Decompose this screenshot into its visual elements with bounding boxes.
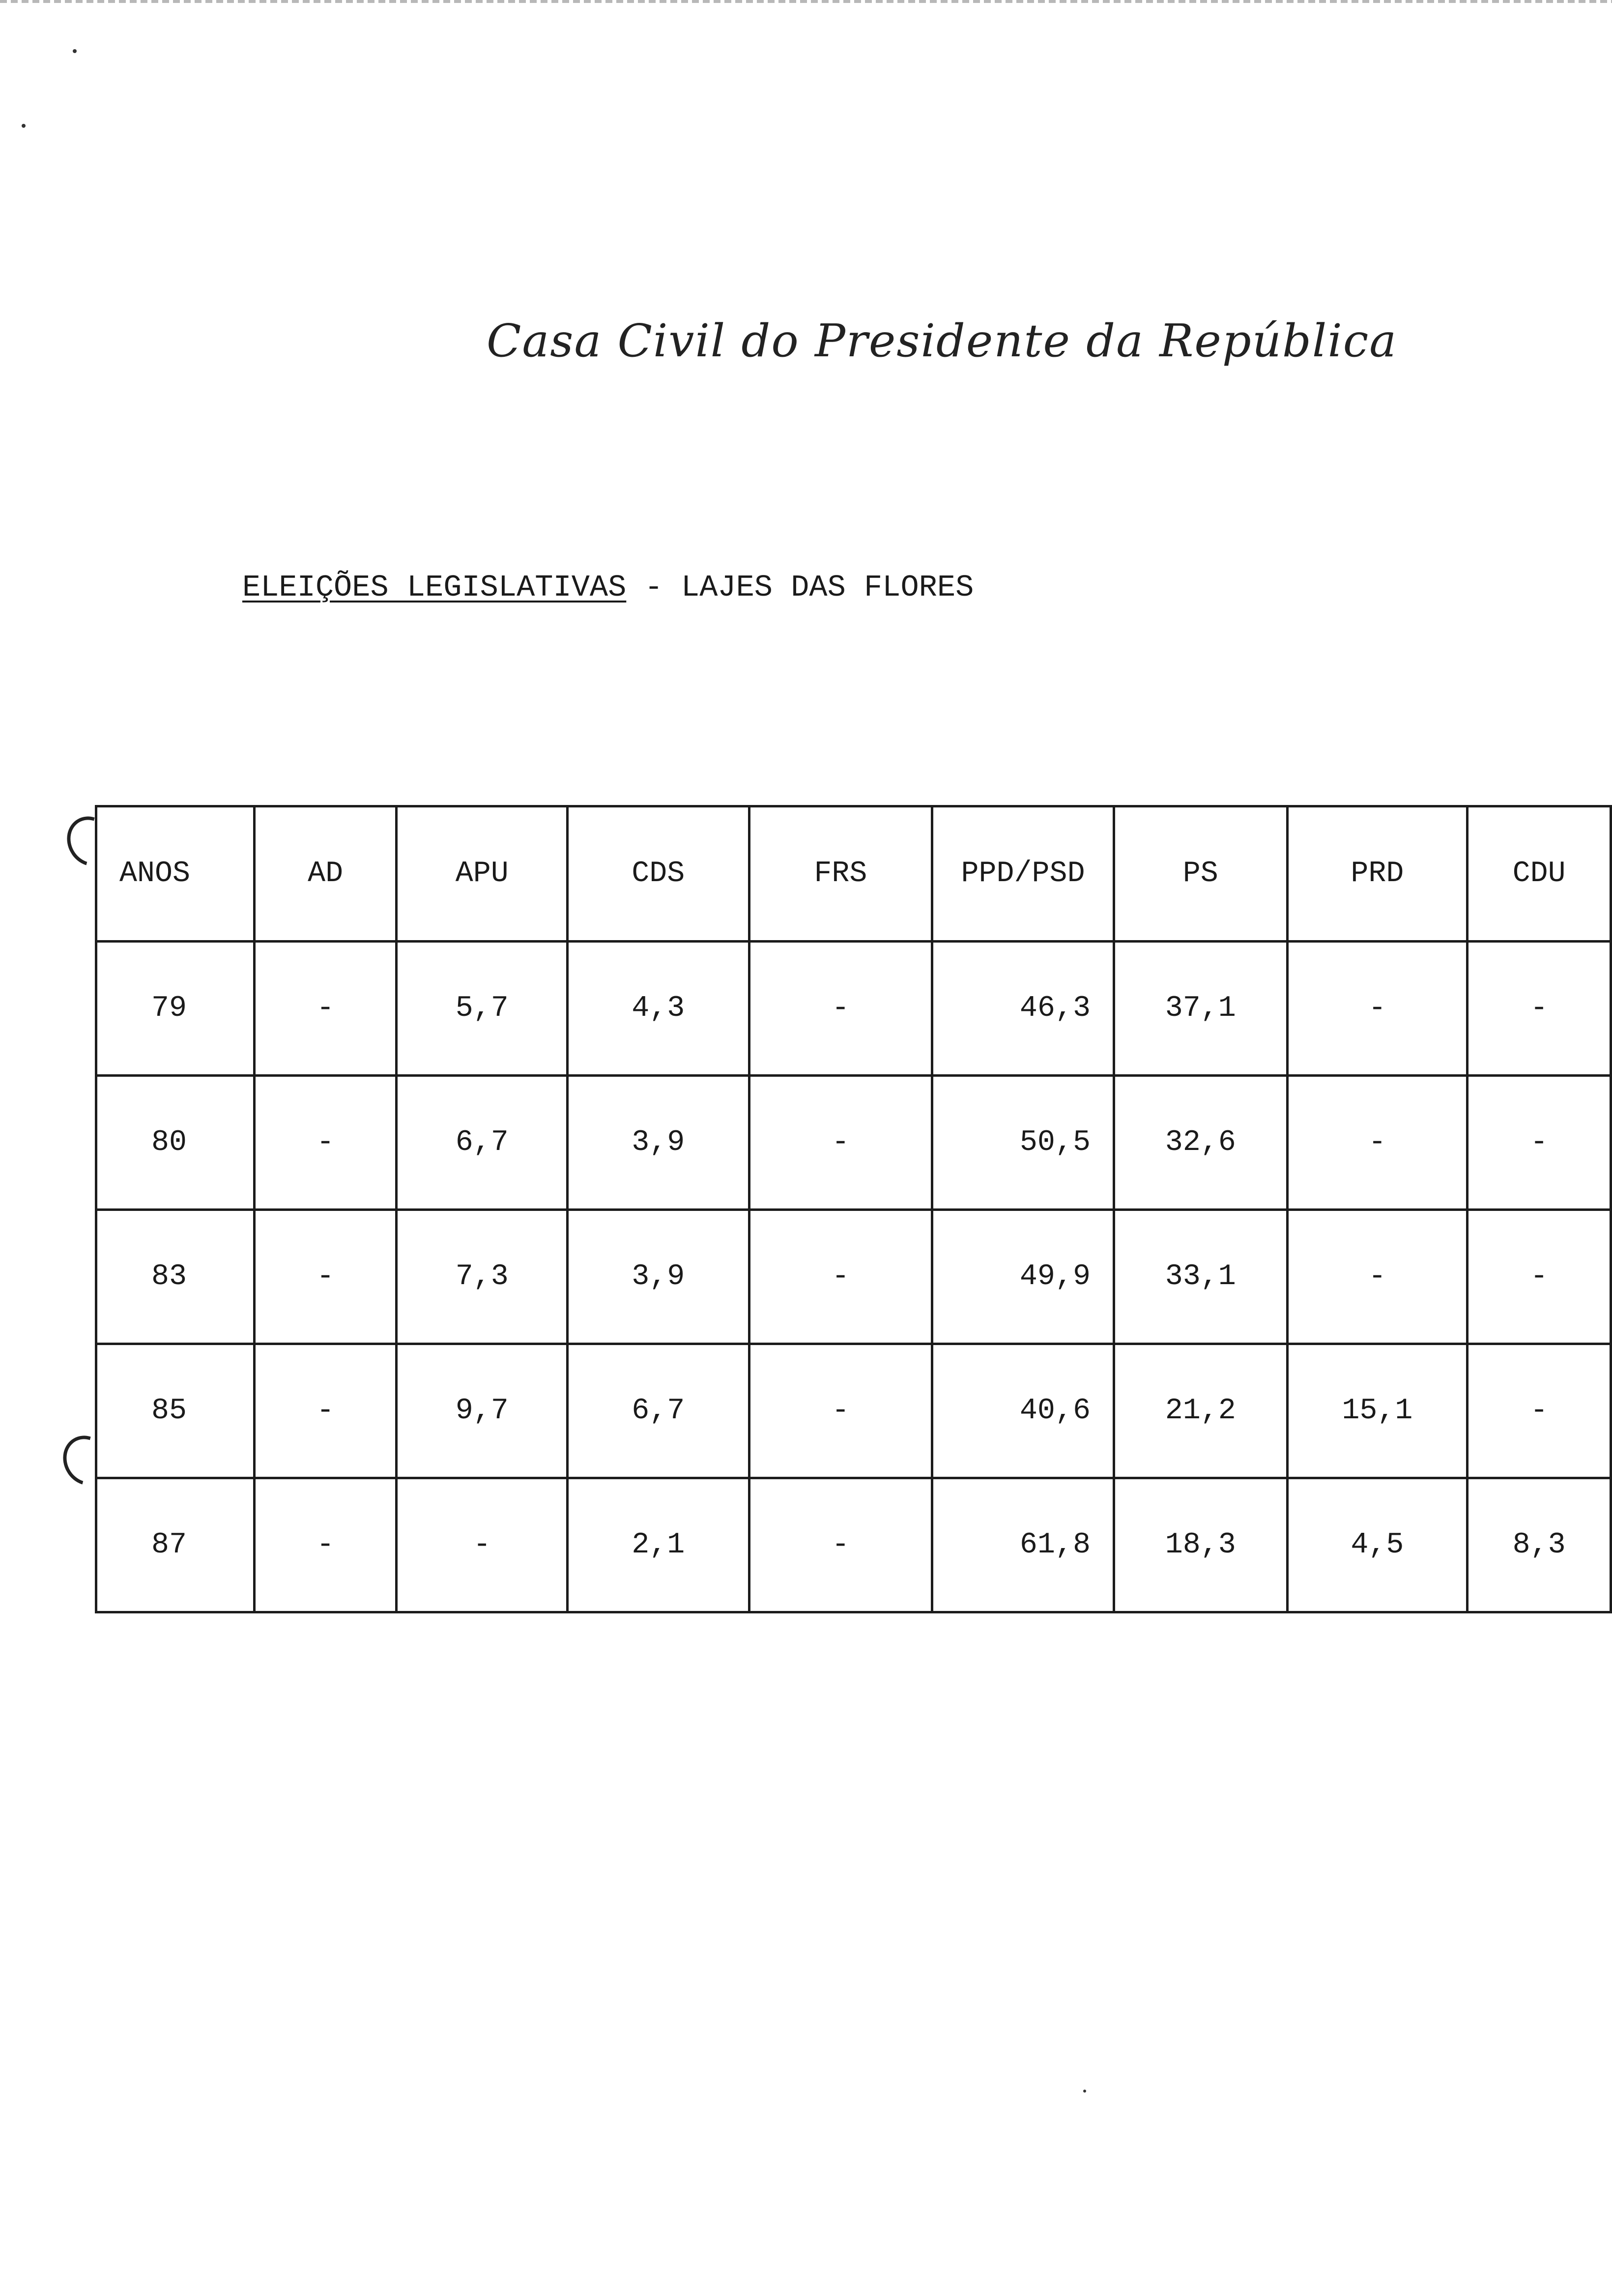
table-cell: 40,6: [932, 1344, 1114, 1478]
table-cell: -: [749, 1076, 932, 1210]
table-cell: -: [1468, 1344, 1611, 1478]
column-header: CDS: [568, 806, 749, 942]
table-cell: -: [1468, 1210, 1611, 1344]
table-cell: -: [1287, 1210, 1468, 1344]
table-cell: 32,6: [1114, 1076, 1287, 1210]
table-cell: 6,7: [568, 1344, 749, 1478]
table-cell: 33,1: [1114, 1210, 1287, 1344]
table-cell: 37,1: [1114, 942, 1287, 1076]
table-cell: 5,7: [397, 942, 568, 1076]
heading-location: LAJES DAS FLORES: [681, 570, 974, 605]
column-header: PPD/PSD: [932, 806, 1114, 942]
table-cell: -: [749, 1210, 932, 1344]
table-cell: 6,7: [397, 1076, 568, 1210]
table-cell: -: [254, 1344, 397, 1478]
table-cell: 61,8: [932, 1478, 1114, 1612]
table-cell: -: [254, 1210, 397, 1344]
table-cell: -: [254, 1076, 397, 1210]
table-cell: 50,5: [932, 1076, 1114, 1210]
table-cell: -: [1287, 942, 1468, 1076]
table-cell: 2,1: [568, 1478, 749, 1612]
table-row: [96, 1478, 1611, 1612]
table-cell: 85: [96, 1344, 255, 1478]
table-cell: -: [254, 1478, 397, 1612]
table-header-row: [96, 806, 1611, 942]
document-heading: [242, 570, 974, 605]
table-cell: -: [397, 1478, 568, 1612]
heading-separator: -: [644, 570, 663, 605]
table-cell: -: [749, 1344, 932, 1478]
page-top-edge: [0, 0, 1612, 3]
column-header: FRS: [749, 806, 932, 942]
table-cell: -: [254, 942, 397, 1076]
table-row: [96, 1210, 1611, 1344]
speck: [1083, 2090, 1086, 2093]
election-results-table: [95, 805, 1612, 1613]
table-cell: -: [749, 1478, 932, 1612]
table-cell: 83: [96, 1210, 255, 1344]
heading-title: ELEIÇÕES LEGISLATIVAS: [242, 570, 627, 605]
table-cell: -: [1468, 1076, 1611, 1210]
table-row: [96, 1344, 1611, 1478]
table-cell: 21,2: [1114, 1344, 1287, 1478]
table-cell: 4,5: [1287, 1478, 1468, 1612]
table-cell: 87: [96, 1478, 255, 1612]
table-cell: 9,7: [397, 1344, 568, 1478]
table-cell: 8,3: [1468, 1478, 1611, 1612]
letterhead: Casa Civil do Presidente da República: [487, 315, 1398, 367]
table-cell: -: [1287, 1076, 1468, 1210]
column-header: CDU: [1468, 806, 1611, 942]
table-cell: -: [749, 942, 932, 1076]
column-header: AD: [254, 806, 397, 942]
table-cell: 15,1: [1287, 1344, 1468, 1478]
table-cell: 80: [96, 1076, 255, 1210]
table-row: [96, 942, 1611, 1076]
table-cell: 3,9: [568, 1076, 749, 1210]
table-cell: 49,9: [932, 1210, 1114, 1344]
speck: [22, 124, 26, 128]
table-cell: 7,3: [397, 1210, 568, 1344]
column-header: PS: [1114, 806, 1287, 942]
table-cell: 46,3: [932, 942, 1114, 1076]
table-cell: 79: [96, 942, 255, 1076]
column-header: ANOS: [96, 806, 255, 942]
table-cell: 3,9: [568, 1210, 749, 1344]
column-header: APU: [397, 806, 568, 942]
table-cell: -: [1468, 942, 1611, 1076]
speck: [73, 49, 77, 53]
table-cell: 4,3: [568, 942, 749, 1076]
column-header: PRD: [1287, 806, 1468, 942]
table-row: [96, 1076, 1611, 1210]
table-cell: 18,3: [1114, 1478, 1287, 1612]
